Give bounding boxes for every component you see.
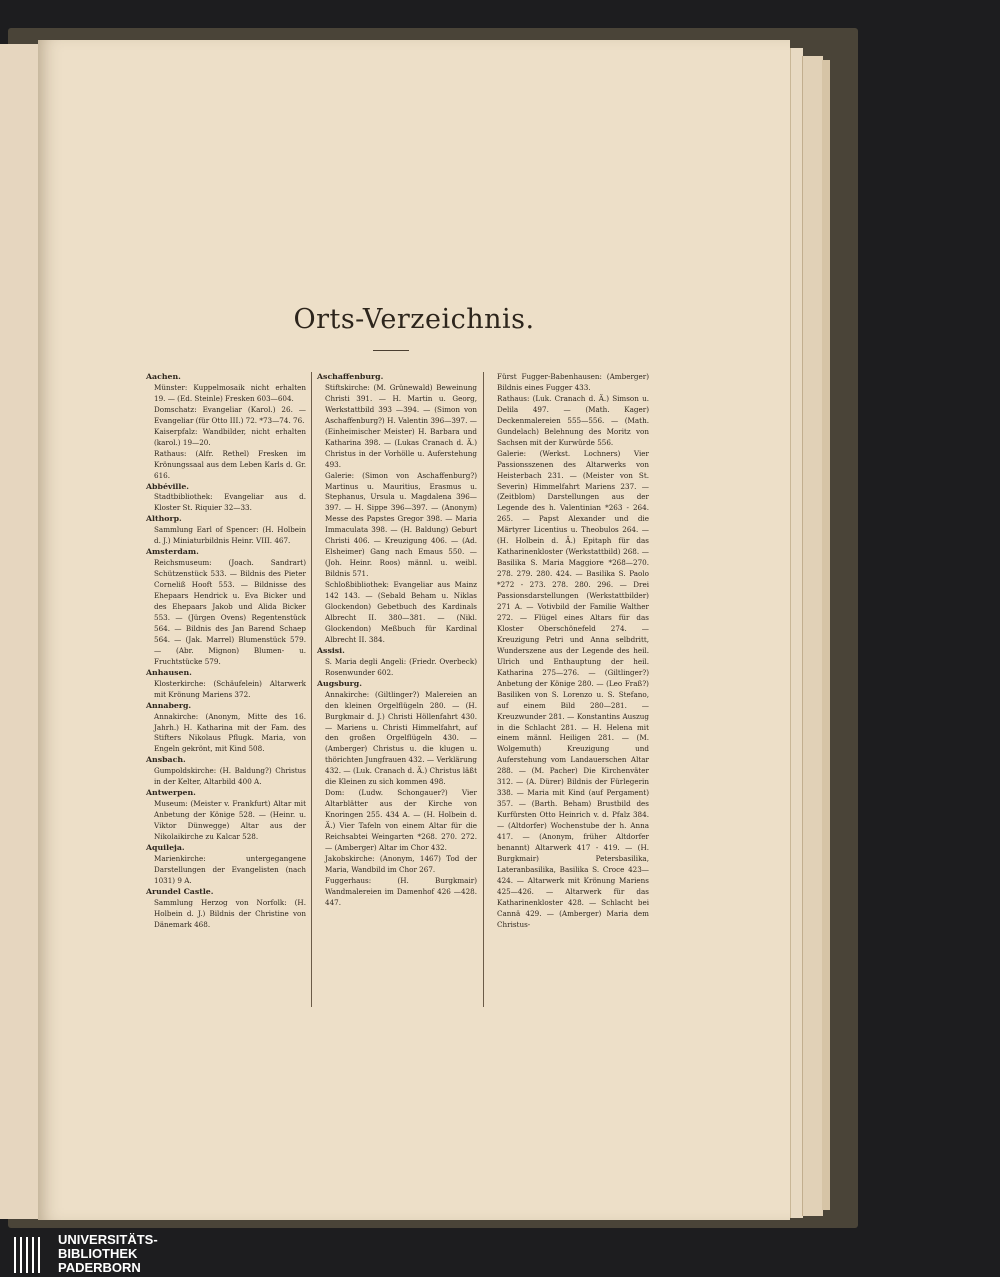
index-entry: Rathaus: (Luk. Cranach d. Ä.) Simson u. Delila 497. — (Math. Kager) Deckenmalereien 555—556. — (Math. Gundelach) Belehnung des Moritz von Sachsen mit der Kurwürde 556.	[497, 393, 649, 447]
place-heading: Arundel Castle.	[146, 886, 214, 896]
place-heading: Aquileja.	[146, 842, 185, 852]
logo-line-3: PADERBORN	[58, 1260, 141, 1275]
place-heading: Anhausen.	[146, 667, 192, 677]
index-entry: Sammlung Earl of Spencer: (H. Holbein d. J.) Miniaturbildnis Heinr. VIII. 467.	[154, 525, 306, 546]
column-divider	[311, 372, 312, 1007]
place-heading: Amsterdam.	[146, 547, 199, 557]
index-entry: Dom: (Ludw. Schongauer?) Vier Altarblätter aus der Kirche von Knoringen 255. 434 A. — (H. Holbein d. Ä.) Vier Tafeln von einem Altar für die Reichsabtei Weingarten *268. 270. 272. — (Amberger) Altar im Chor 432.	[325, 788, 477, 852]
index-entry: Kaiserpfalz: Wandbilder, nicht erhalten (karol.) 19—20.	[154, 426, 306, 447]
place-heading: Ansbach.	[146, 755, 186, 765]
index-entry: Fuggerhaus: (H. Burgkmair) Wandmalereien im Damenhof 426 —428. 447.	[325, 875, 477, 907]
index-entry: Sammlung Herzog von Norfolk: (H. Holbein d. J.) Bildnis der Christine von Dänemark 468.	[154, 897, 306, 929]
index-entry: Fürst Fugger-Babenhausen: (Amberger) Bildnis eines Fugger 433.	[497, 372, 649, 392]
index-entry: Galerie: (Simon von Aschaffenburg?) Martinus u. Mauritius, Erasmus u. Stephanus, Ursula u. Magdalena 396—397. — H. Sippe 396—397. — (Anonym) Messe des Papstes Gregor 398. — Maria Immaculata 398. — (H. Baldung) Geburt Christi 406. — Kreuzigung 406. — (Ad. Elsheimer) Gang nach Emaus 550. — (Joh. Heinr. Roos) männl. u. weibl. Bildnis 571.	[325, 470, 477, 579]
index-entry: Klosterkirche: (Schäufelein) Altarwerk mit Krönung Mariens 372.	[154, 678, 306, 699]
index-entry: Marienkirche: untergegangene Darstellungen der Evangelisten (nach 1031) 9 A.	[154, 853, 306, 885]
index-entry: Schloßbibliothek: Evangeliar aus Mainz 142 143. — (Sebald Beham u. Niklas Glockendon) Gebetbuch des Kardinals Albrecht II. 380—381. — (Nikl. Glockendon) Meßbuch für Kardinal Albrecht II. 384.	[325, 580, 477, 644]
place-heading: Aschaffenburg.	[317, 372, 384, 381]
place-heading: Annaberg.	[146, 700, 192, 710]
place-heading: Abbéville.	[146, 481, 190, 491]
index-entry: Domschatz: Evangeliar (Karol.) 26. — Evangeliar (für Otto III.) 72. *73—74. 76.	[154, 404, 306, 425]
index-entry: Stadtbibliothek: Evangeliar aus d. Kloster St. Riquier 32—33.	[154, 492, 306, 513]
place-heading: Aachen.	[146, 372, 181, 381]
title-rule	[373, 350, 409, 351]
index-column-2	[317, 372, 477, 909]
index-entry: S. Maria degli Angeli: (Friedr. Overbeck) Rosenwunder 602.	[325, 656, 477, 677]
place-heading: Althorp.	[146, 514, 182, 524]
column-divider	[483, 372, 484, 1007]
page-edge	[802, 56, 823, 1216]
index-entry: Gumpoldskirche: (H. Baldung?) Christus in der Kelter, Altarbild 400 A.	[154, 766, 306, 787]
index-column-3	[489, 372, 649, 931]
page-title: Orts-Verzeichnis.	[293, 304, 535, 335]
index-entry: Annakirche: (Giltlinger?) Malereien an den kleinen Orgelflügeln 280. — (H. Burgkmair d. J.) Christi Höllenfahrt 430. — Mariens u. Christi Himmelfahrt, auf den großen Orgelflügeln 430. — (Amberger) Christus u. die klugen u. thörichten Jungfrauen 432. — Verklärung 432. — (Luk. Cranach d. Ä.) Christus läßt die Kleinen zu sich kommen 498.	[325, 689, 477, 787]
index-entry: Stiftskirche: (M. Grünewald) Beweinung Christi 391. — H. Martin u. Georg, Werkstattbild 393 —394. — (Simon von Aschaffenburg?) H. Valentin 396—397. — (Einheimischer Meister) H. Barbara und Katharina 398. — (Lukas Cranach d. Ä.) Christus in der Vorhölle u. Auferstehung 493.	[325, 382, 477, 469]
place-heading: Antwerpen.	[146, 788, 196, 798]
page-edge	[822, 60, 830, 1210]
place-heading: Augsburg.	[317, 678, 362, 688]
logo-text	[58, 1233, 158, 1275]
index-entry: Museum: (Meister v. Frankfurt) Altar mit Anbetung der Könige 528. — (Heinr. u. Viktor Dünwegge) Altar aus der Nikolaikirche zu Kalcar 528.	[154, 799, 306, 842]
library-logo	[6, 1231, 256, 1277]
index-entry: Reichsmuseum: (Joach. Sandrart) Schützenstück 533. — Bildnis des Pieter Corneliß Hooft 553. — Bildnisse des Ehepaars Hendrick u. Eva Bicker und des Ehepaars Jakob und Alida Bicker 553. — (Jürgen Ovens) Regentenstück 564. — Bildnis des Jan Barend Schaep 564. — (Jak. Marrel) Blumenstück 579. — (Abr. Mignon) Blumen- u. Fruchtstücke 579.	[154, 558, 306, 666]
index-entry: Annakirche: (Anonym, Mitte des 16. Jahrh.) H. Katharina mit der Fam. des Stifters Nikolaus Pflugk. Maria, von Engeln gekrönt, mit Kind 508.	[154, 711, 306, 754]
index-entry: Münster: Kuppelmosaik nicht erhalten 19. — (Ed. Steinle) Fresken 603—604.	[154, 382, 306, 403]
index-column-1	[146, 372, 306, 931]
index-entry: Galerie: (Werkst. Lochners) Vier Passionsszenen des Altarwerks von Heisterbach 231. — (Meister von St. Severin) Himmelfahrt Mariens 237. — (Zeitblom) Darstellungen aus der Legende des h. Valentinian *263 - 264. 265. — Papst Alexander und die Märtyrer Licentius u. Theobulos 264. — (H. Holbein d. Ä.) Epitaph für das Katharinenkloster (Werkstattbild) 268. — Basilika S. Maria Maggiore *268—270. 278. 279. 280. 424. — Basilika S. Paolo *272 - 273. 278. 280. 296. — Drei Passionsdarstellungen (Werkstattbilder) 271 A. — Votivbild der Familie Walther 272. — Flügel eines Altars für das Kloster Oberschönefeld 274. — Kreuzigung Petri und Anna selbdritt, Wunderszene aus der Legende des heil. Ulrich und Enthauptung der heil. Katharina 275—276. — (Giltlinger?) Anbetung der Könige 280. — (Leo Fraß?) Basiliken von S. Lorenzo u. S. Stefano, auf einem Bild 280—281. — Kreuzwunder 281. — Konstantins Auszug in die Schlacht 281. — H. Helena mit einem männl. Heiligen 281. — (M. Wolgemuth) Kreuzigung und Auferstehung vom Landauerschen Altar 288. — (M. Pacher) Die Kirchenväter 312. — (A. Dürer) Bildnis der Fürlegerin 338. — Maria mit Kind (auf Pergament) 357. — (Barth. Beham) Brustbild des Kurfürsten Otto Heinrich v. d. Pfalz 384. — (Altdorfer) Wochenstube der h. Anna 417. — (Anonym, früher Altdorfer benannt) Altarwerk 417 - 419. — (H. Burgkmair) Petersbasilika, Lateranbasilika, Basilika S. Croce 423—424. — Altarwerk mit Krönung Mariens 425—426. — Altarwerk für das Katharinenkloster 428. — Schlacht bei Cannä 429. — (Amberger) Maria dem Christus-	[497, 448, 649, 929]
index-entry: Jakobskirche: (Anonym, 1467) Tod der Maria, Wandbild im Chor 267.	[325, 853, 477, 874]
index-entry: Rathaus: (Alfr. Rethel) Fresken im Krönungssaal aus dem Leben Karls d. Gr. 616.	[154, 448, 306, 480]
place-heading: Assisi.	[317, 645, 345, 655]
logo-icon	[10, 1233, 46, 1275]
logo-line-2: BIBLIOTHEK	[58, 1246, 138, 1261]
left-page-edge	[0, 44, 39, 1219]
logo-line-1: UNIVERSITÄTS-	[58, 1232, 158, 1247]
